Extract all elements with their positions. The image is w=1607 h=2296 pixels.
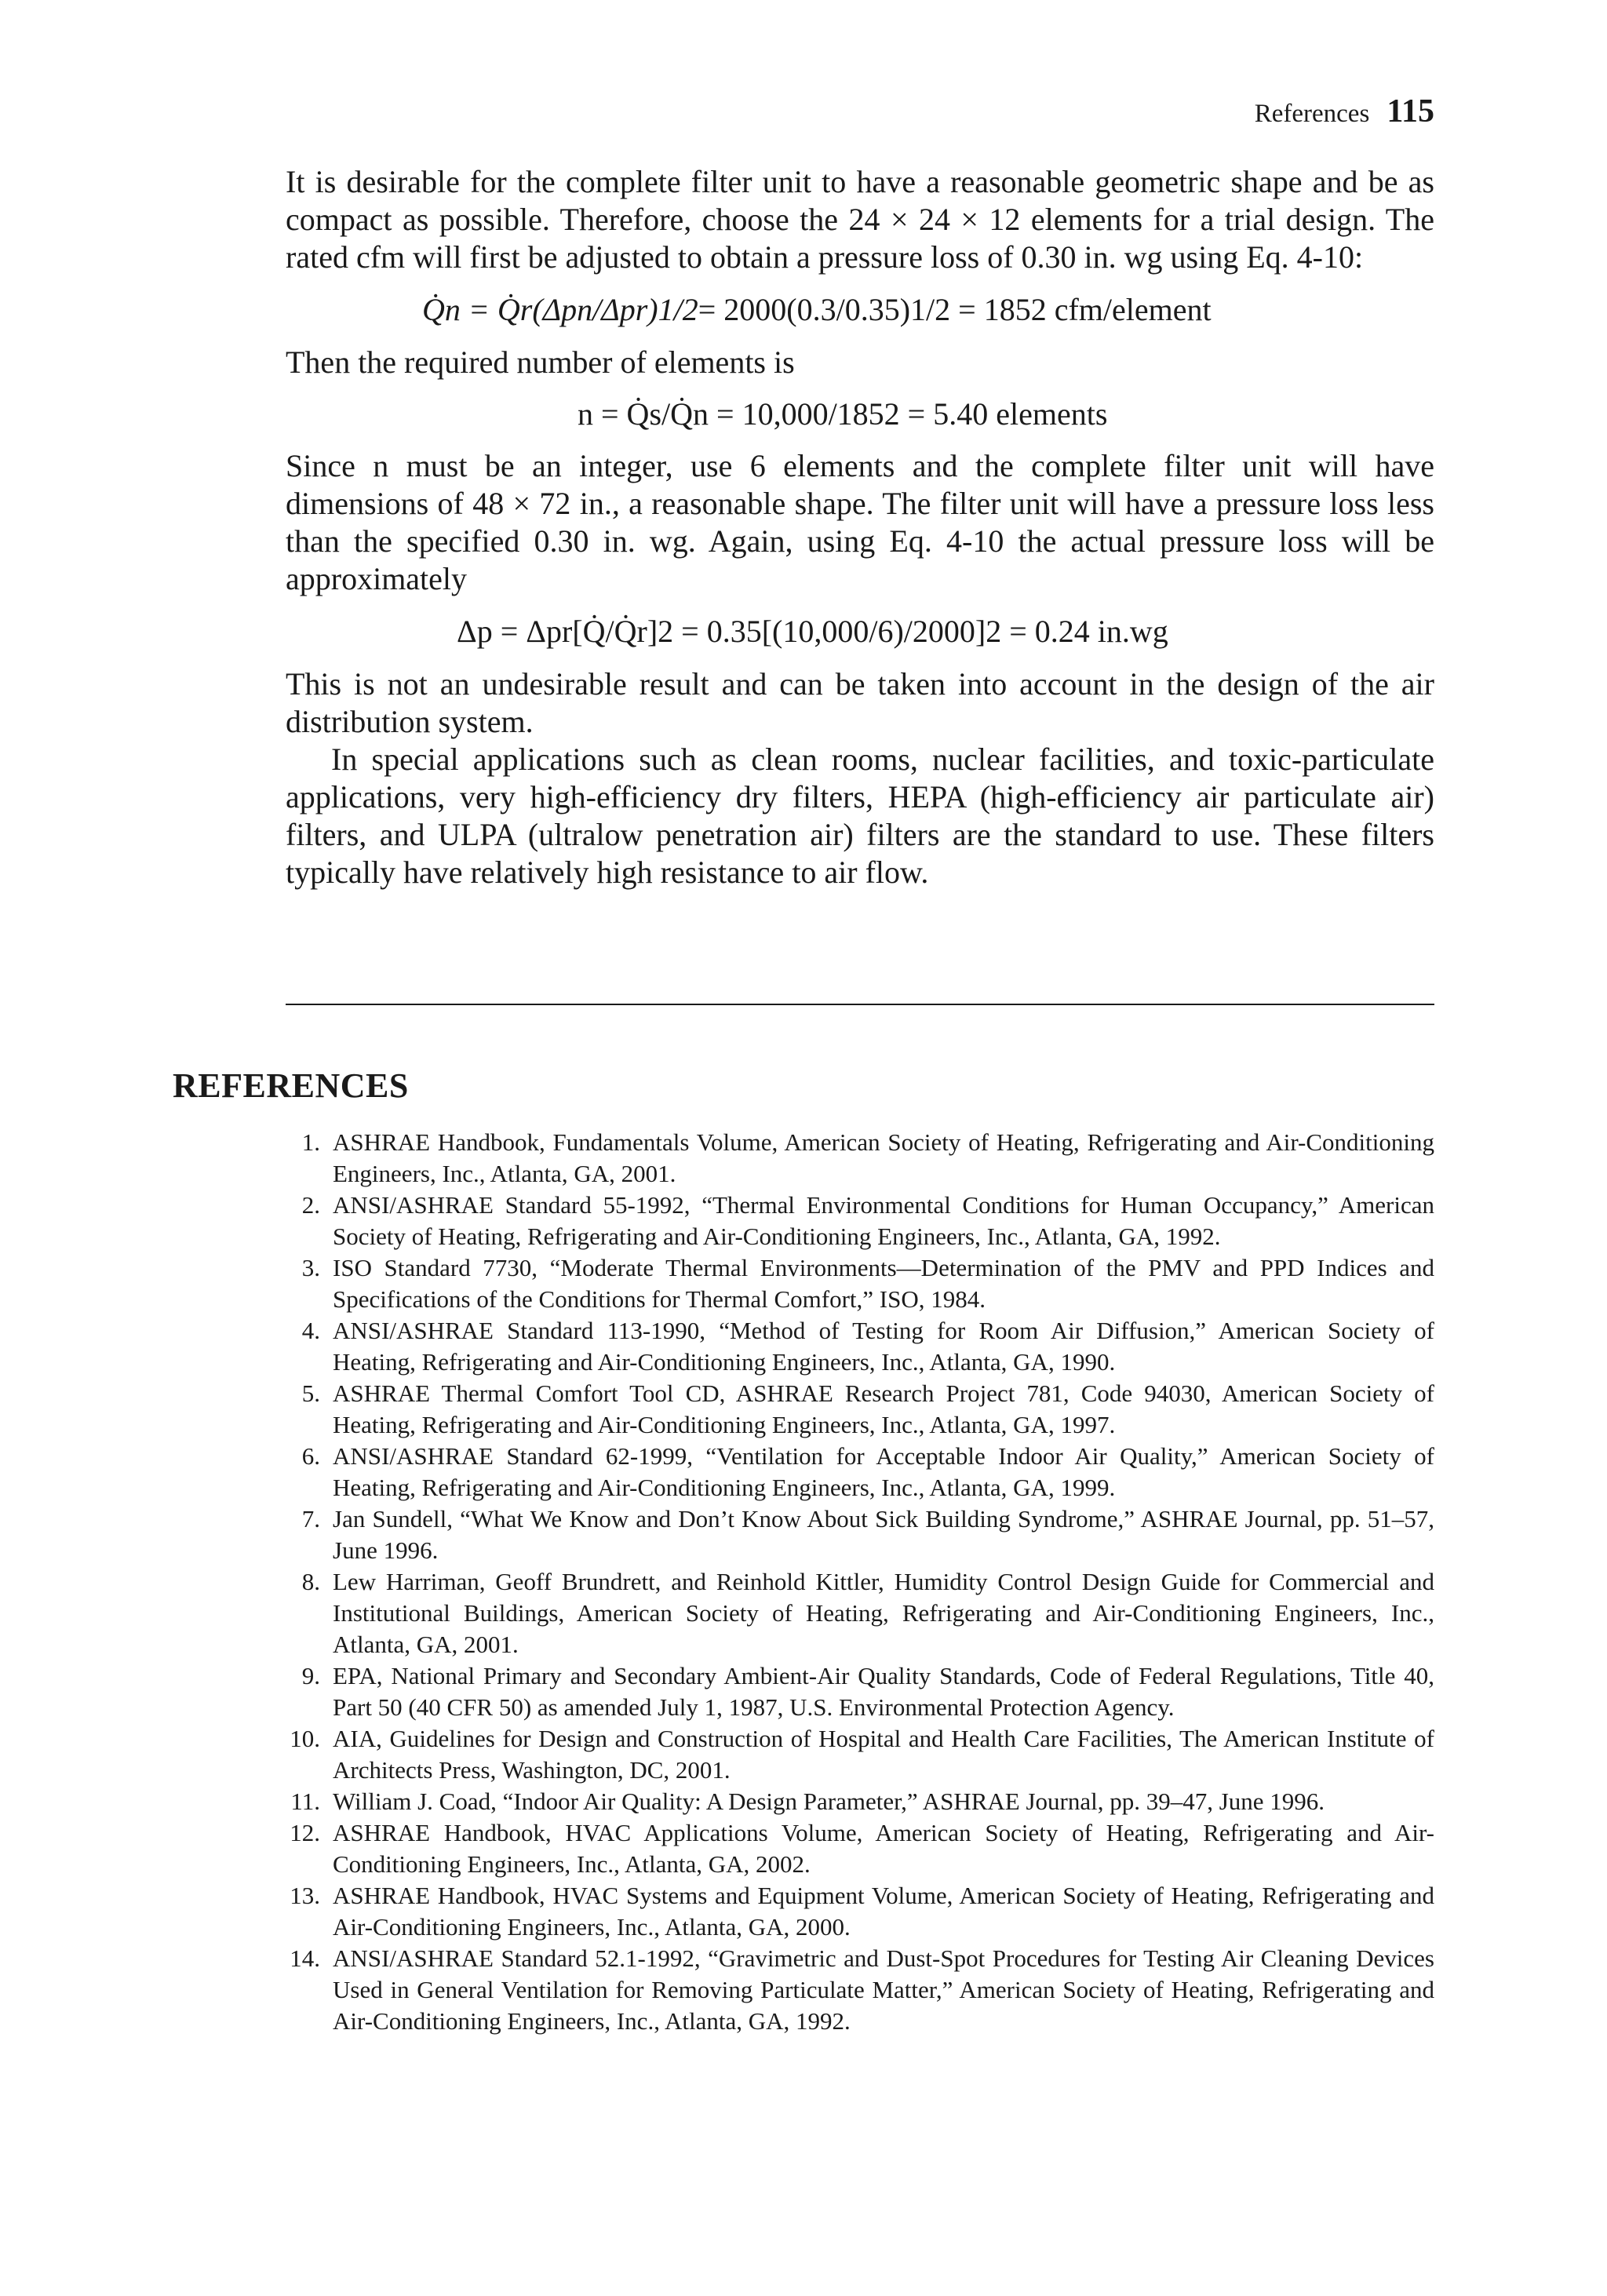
reference-text: ASHRAE Handbook, HVAC Applications Volume, American Society of Heating, Refrigerating and Air-Conditioning Engineers, Inc., Atlanta, GA, 2002. — [333, 1819, 1434, 1878]
reference-item — [286, 1786, 1434, 1817]
reference-item — [286, 1817, 1434, 1880]
equation — [286, 598, 1434, 665]
reference-number: 12. — [290, 1819, 320, 1846]
reference-item — [286, 1723, 1434, 1786]
reference-number: 7. — [301, 1505, 320, 1532]
reference-item — [286, 1315, 1434, 1378]
reference-text: ASHRAE Handbook, HVAC Systems and Equipment Volume, American Society of Heating, Refrigerating and Air-Conditioning Engineers, Inc., Atlanta, GA, 2000. — [333, 1882, 1434, 1941]
reference-text: ANSI/ASHRAE Standard 52.1-1992, “Gravimetric and Dust-Spot Procedures for Testing Air Cleaning Devices Used in General Ventilation for Removing Particulate Matter,” American Society of Heating, Refrigerating and Air-Conditioning Engineers, Inc., Atlanta, GA, 1992. — [333, 1944, 1434, 2035]
body-text — [286, 163, 1434, 891]
paragraph: Then the required number of elements is — [286, 344, 795, 380]
equation-rhs: = 2000(0.3/0.35)1/2 = 1852 cfm/element — [698, 292, 1212, 327]
equation-text: n = Q̇s/Q̇n = 10,000/1852 = 5.40 elements — [578, 396, 1108, 432]
reference-text: Lew Harriman, Geoff Brundrett, and Reinhold Kittler, Humidity Control Design Guide for Commercial and Institutional Buildings, American Society of Heating, Refrigerating and Air-Conditioning Engineers, Inc., Atlanta, GA, 2001. — [333, 1568, 1434, 1658]
reference-text: ISO Standard 7730, “Moderate Thermal Environments—Determination of the PMV and PPD Indices and Specifications of the Conditions for Thermal Comfort,” ISO, 1984. — [333, 1254, 1434, 1313]
reference-text: ASHRAE Handbook, Fundamentals Volume, American Society of Heating, Refrigerating and Air-Conditioning Engineers, Inc., Atlanta, GA, 2001. — [333, 1128, 1434, 1187]
reference-number: 13. — [290, 1882, 320, 1909]
section-divider — [286, 1004, 1434, 1005]
reference-number: 2. — [301, 1191, 320, 1219]
paragraph: This is not an undesirable result and can be taken into account in the design of the air distribution system. — [286, 666, 1434, 739]
reference-number: 10. — [290, 1725, 320, 1752]
reference-number: 11. — [290, 1788, 320, 1815]
references-heading: REFERENCES — [173, 1066, 409, 1105]
reference-text: ASHRAE Thermal Comfort Tool CD, ASHRAE Research Project 781, Code 94030, American Society of Heating, Refrigerating and Air-Conditioning Engineers, Inc., Atlanta, GA, 1997. — [333, 1379, 1434, 1438]
reference-item — [286, 1660, 1434, 1723]
equation-text: Δp = Δpr[Q̇/Q̇r]2 = 0.35[(10,000/6)/2000]2 = 0.24 in.wg — [457, 614, 1168, 649]
reference-item — [286, 1566, 1434, 1660]
reference-number: 9. — [301, 1662, 320, 1689]
reference-number: 6. — [301, 1442, 320, 1470]
reference-item — [286, 1441, 1434, 1503]
reference-text: Jan Sundell, “What We Know and Don’t Know About Sick Building Syndrome,” ASHRAE Journal, pp. 51–57, June 1996. — [333, 1505, 1434, 1564]
running-head-section: References — [1254, 100, 1370, 128]
page-number: 115 — [1387, 93, 1434, 129]
running-head — [1255, 93, 1434, 130]
reference-text: ANSI/ASHRAE Standard 62-1999, “Ventilation for Acceptable Indoor Air Quality,” American Society of Heating, Refrigerating and Air-Conditioning Engineers, Inc., Atlanta, GA, 1999. — [333, 1442, 1434, 1501]
paragraph: Since n must be an integer, use 6 elements and the complete filter unit will have dimensions of 48 × 72 in., a reasonable shape. The filter unit will have a pressure loss less than the specified 0.30 in. wg. Again, using Eq. 4-10 the actual pressure loss will be approximately — [286, 448, 1434, 596]
reference-list — [286, 1127, 1434, 2037]
reference-text: AIA, Guidelines for Design and Construction of Hospital and Health Care Facilities, The American Institute of Architects Press, Washington, DC, 2001. — [333, 1725, 1434, 1784]
reference-item — [286, 1378, 1434, 1441]
paragraph: It is desirable for the complete filter unit to have a reasonable geometric shape and be as compact as possible. Therefore, choose the 24 × 24 × 12 elements for a trial design. The rated cfm will first be adjusted to obtain a pressure loss of 0.30 in. wg using Eq. 4-10: — [286, 164, 1434, 275]
reference-item — [286, 1190, 1434, 1252]
reference-number: 3. — [301, 1254, 320, 1281]
equation-lhs: Q̇n = Q̇r(Δpn/Δpr)1/2 — [422, 292, 698, 327]
reference-item — [286, 1503, 1434, 1566]
reference-number: 5. — [301, 1379, 320, 1407]
reference-item — [286, 1127, 1434, 1190]
reference-number: 1. — [301, 1128, 320, 1156]
reference-item — [286, 1252, 1434, 1315]
reference-item — [286, 1880, 1434, 1943]
reference-item — [286, 1943, 1434, 2037]
reference-text: ANSI/ASHRAE Standard 113-1990, “Method of Testing for Room Air Diffusion,” American Society of Heating, Refrigerating and Air-Conditioning Engineers, Inc., Atlanta, GA, 1990. — [333, 1317, 1434, 1376]
reference-text: William J. Coad, “Indoor Air Quality: A Design Parameter,” ASHRAE Journal, pp. 39–47, June 1996. — [333, 1788, 1325, 1815]
reference-text: EPA, National Primary and Secondary Ambient-Air Quality Standards, Code of Federal Regulations, Title 40, Part 50 (40 CFR 50) as amended July 1, 1987, U.S. Environmental Protection Agency. — [333, 1662, 1434, 1721]
reference-text: ANSI/ASHRAE Standard 55-1992, “Thermal Environmental Conditions for Human Occupancy,” American Society of Heating, Refrigerating and Air-Conditioning Engineers, Inc., Atlanta, GA, 1992. — [333, 1191, 1434, 1250]
equation — [286, 381, 1434, 447]
reference-number: 14. — [290, 1944, 320, 1972]
paragraph: In special applications such as clean rooms, nuclear facilities, and toxic-particulate applications, very high-efficiency dry filters, HEPA (high-efficiency air particulate air) filters, and ULPA (ultralow penetration air) filters are the standard to use. These filters typically have relatively high resistance to air flow. — [286, 742, 1434, 890]
equation — [286, 276, 1434, 344]
reference-number: 4. — [301, 1317, 320, 1344]
reference-number: 8. — [301, 1568, 320, 1595]
